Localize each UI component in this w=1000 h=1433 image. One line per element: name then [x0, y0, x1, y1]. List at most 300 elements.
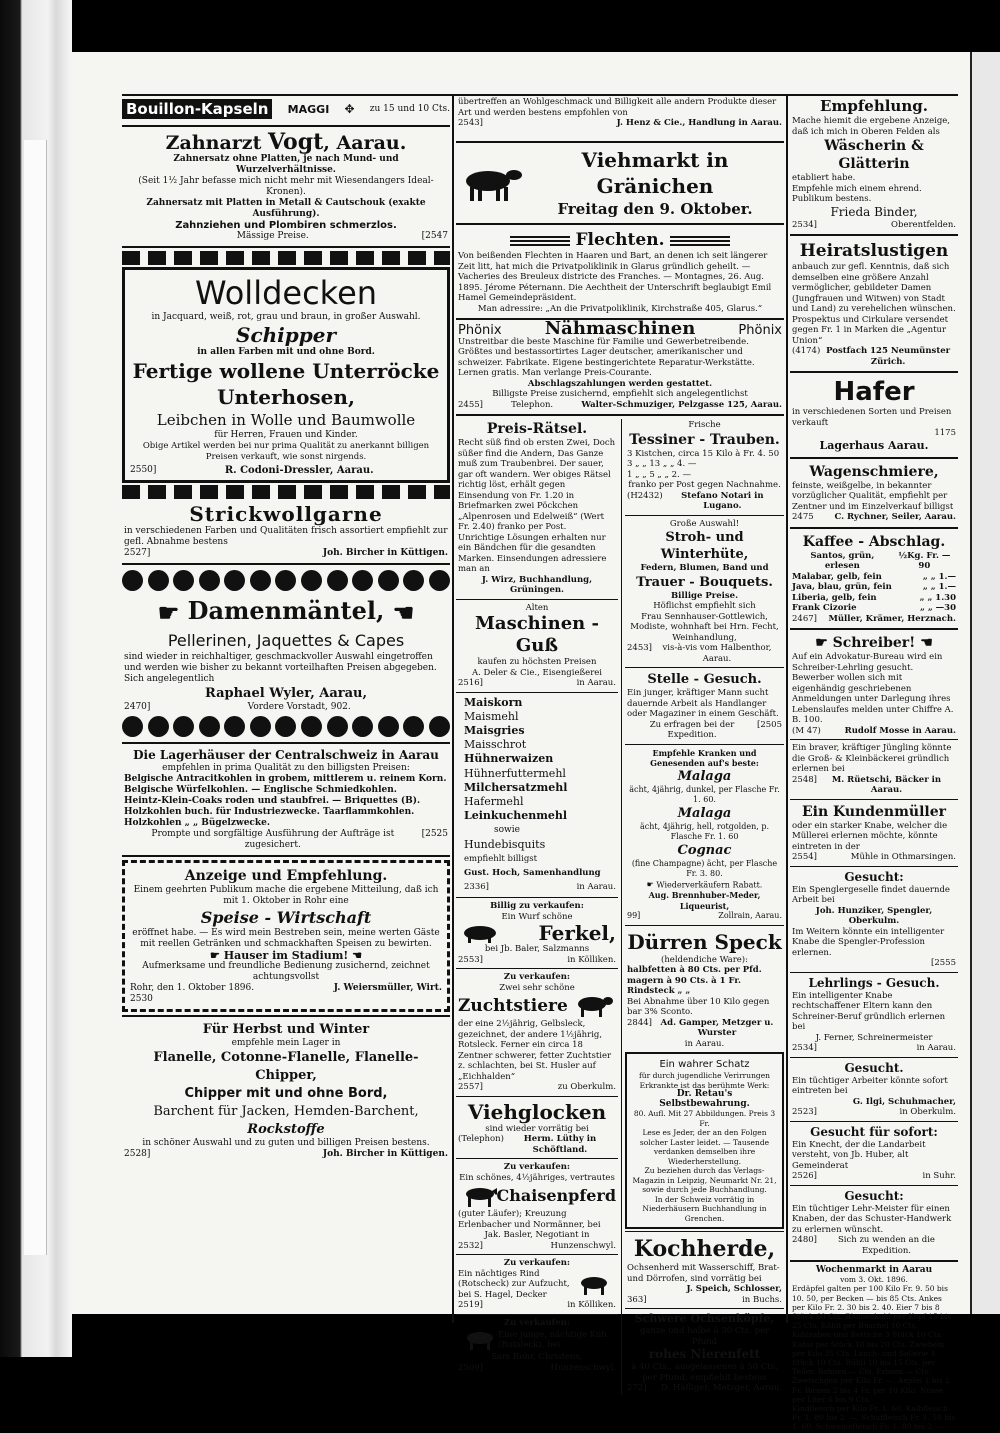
guss-title: Maschinen - Guß [475, 613, 599, 656]
malaga-pre: Empfehle Kranken und Genesenden auf's beste: [650, 747, 759, 768]
column-2-split [456, 419, 784, 1395]
mais-item: Hundebisquits [464, 837, 546, 851]
ad-rind [456, 1257, 618, 1312]
guss-line-2: A. Deler & Cie., Eisengießerei [471, 667, 603, 678]
zucht-pre: Zu verkaufen: [503, 972, 571, 983]
kaffee-firm: Müller, Krämer, Herznach. [828, 613, 956, 624]
lager-line-6: Holzkohlen „ „ Bügelzwecke. [124, 817, 271, 828]
ferkel-line-2: in Kölliken. [567, 954, 616, 965]
gesucht1-text-2: Im Weitern könnte ein intelligenter Knabe die Spengler-Profession erlernen. [792, 926, 945, 958]
schatz-line-1: für durch jugendliche Verirrungen Erkrankte ist das berühmte Werk: [639, 1071, 770, 1090]
mais-item: Maiskorn [464, 695, 523, 709]
ad-lehrlings-gesuch [790, 975, 958, 1055]
strick-title: Strickwollgarne [189, 502, 383, 526]
ad-viehglocken [456, 1099, 618, 1157]
rind-pre: Zu verkaufen: [503, 1258, 571, 1269]
ochsen-title-2: rohes Nierenfett [648, 1347, 761, 1362]
ad-mais [456, 695, 618, 896]
lager-line-1: empfehlen in prima Qualität zu den billigsten Preisen: [162, 762, 410, 773]
glocken-firm: Herm. Lüthy in Schöftland. [523, 1134, 597, 1155]
ad-kuh [456, 1317, 618, 1375]
schreiber-num: (M 47) [792, 725, 821, 736]
ferkel-num: 2553] [458, 954, 483, 965]
phoenix-tel: Telephon. [511, 399, 554, 410]
stroh-line-2: Trauer - Bouquets. [636, 574, 773, 590]
kaffee-row-name: Frank Cizorie [792, 603, 857, 613]
tessiner-pre: Frische [688, 420, 721, 430]
horse-icon [458, 1183, 497, 1209]
chaise-line-3: Hunzenschwyl. [550, 1240, 616, 1251]
chaise-title: Chaisenpferd [496, 1186, 616, 1206]
zucht-line-1: Zwei sehr schöne [499, 982, 575, 993]
cow-icon [456, 163, 526, 203]
chaise-pre: Zu verkaufen: [503, 1162, 571, 1173]
pointing-hand-icon: ☚ [352, 949, 362, 962]
zucht-text: der eine 2½jährig, Gelbsleck, gezeichnet, der andere 1½jährig, Rotsleck. Ferner ein circa 18 Zentner schwerer, fetter Zuchtstier z. schlachten, bei St. Husler auf „Eichhalden“ [458, 1019, 612, 1082]
herbst-num: 2528] [124, 1149, 151, 1159]
pointing-hand-icon: ☛ [210, 949, 220, 962]
gesucht2-firm: G. Ilgi, Schuhmacher, [852, 1096, 956, 1107]
column-2-left [456, 419, 622, 1395]
gesucht3-num: 2480] [792, 1235, 817, 1245]
speck-line-3: in Aarau. [684, 1038, 725, 1049]
vogt-line-5: Mässige Preise. [236, 231, 309, 241]
malaga-title-2: Malaga [677, 805, 732, 821]
stroh-line-4: Höflichst empfiehlt sich [653, 601, 756, 611]
ad-kaffee-abschlag [790, 532, 958, 626]
mais-line-1: empfiehlt billigst [464, 853, 538, 864]
phoenix-firm: Walter-Schmuziger, Pelzgasse 125, Aarau. [581, 399, 782, 410]
column-1 [122, 96, 450, 1327]
chaise-line-1: Ein schönes, 4½jähriges, vertrautes [459, 1172, 615, 1183]
koch-title: Kochherde, [633, 1236, 776, 1263]
ad-knecht [790, 1124, 958, 1183]
ad-herbst-winter [122, 1020, 450, 1161]
ad-lehrmeister [790, 1188, 958, 1258]
bouillon-price: zu 15 und 10 Cts. [369, 104, 450, 114]
zucht-line-2: zu Oberkulm. [557, 1082, 616, 1093]
flechten-title: Flechten. [575, 230, 665, 250]
scan-left-edge [0, 0, 72, 1357]
pointing-hand-icon: ☛ [157, 597, 180, 627]
mais-item: Maisgries [464, 723, 525, 737]
stelle-num: [2505 [757, 719, 782, 730]
heirat-line-2: Postfach 125 Neumünster Zürich. [826, 346, 951, 367]
bouillon-text: übertreffen an Wohlgeschmack und Billigkeit alle andern Produkte dieser Art und werden bestens empfohlen von [458, 97, 777, 118]
maggi-brand: MAGGI [287, 102, 330, 116]
ad-wahrer-schatz [625, 1052, 784, 1229]
kaffee-row-price: „ „ —30 [919, 603, 956, 613]
hafer-num: 1175 [934, 428, 956, 438]
wochenmarkt [790, 1265, 958, 1433]
stroh-line-5: Frau Sennhauser-Gottlewich, Modiste, wohnhaft bei Hrn. Fecht, Weinhandlung, [630, 611, 779, 643]
stroh-num: 2453] [627, 643, 652, 653]
mais-item: Hühnerfuttermehl [464, 766, 566, 780]
bull-icon [572, 993, 616, 1019]
gesucht3-title: Gesucht: [844, 1188, 904, 1203]
ornament-border [122, 485, 450, 499]
phoenix-num: 2455] [458, 399, 483, 410]
gesucht2-num: 2523] [792, 1107, 817, 1117]
woll-line-1: in Jacquard, weiß, rot, grau und braun, in großer Auswahl. [151, 312, 421, 322]
mais-line-2: in Aarau. [576, 882, 616, 893]
schatz-title: Ein wahrer Schatz [659, 1059, 750, 1071]
tessiner-row-3: 1 „ „ 5 „ „ 2. — [627, 469, 691, 480]
wagen-line-1: feinste, weißgelbe, in bekannter vorzüglicher Qualität, empfiehlt per Zentner und im Einzelverkauf billigst [792, 480, 954, 512]
glocken-tel: (Telephon) [458, 1134, 504, 1145]
chaise-line-2: (guter Läufer); Kreuzung Erlenbacher und Normänner, bei [458, 1209, 601, 1230]
vieh-title: Viehmarkt in Gränichen [581, 148, 729, 198]
flechten-addr: Man adressire: „An die Privatpoliklinik, Kirchstraße 405, Glarus.“ [477, 303, 763, 314]
anzeige-title: Anzeige und Empfehlung. [184, 867, 388, 884]
ad-preis-raetsel [456, 419, 618, 597]
damen-title: Damenmäntel, [187, 596, 385, 625]
bursche-firm: M. Rüetschi, Bäcker in Aarau. [831, 774, 942, 795]
damen-num: 2470] [124, 701, 151, 712]
stelle-line-2: Zu erfragen bei der Expedition. [649, 719, 735, 740]
ad-baecker [790, 742, 958, 797]
heirat-num: (4174) [792, 346, 821, 356]
ad-empfehlung [790, 96, 958, 231]
hafer-firm: Lagerhaus Aarau. [819, 438, 929, 452]
ferkel-pre: Billig zu verkaufen: [490, 901, 584, 912]
kaffee-row-name: Santos, grün, erlesen [810, 550, 875, 571]
phoenix-line-2: Abschlagszahlungen werden gestattet. [527, 378, 713, 389]
markt-date: vom 3. Okt. 1896. [840, 1275, 908, 1285]
empf-num: 2534] [792, 219, 817, 230]
ornament-icon [510, 236, 570, 246]
gesucht1-firm: Joh. Hunziker, Spengler, Oberkulm. [815, 905, 933, 926]
koch-line-2: in Buchs. [742, 1294, 782, 1305]
sofort-text: Ein Knecht, der die Landarbeit versteht, von Jb. Huber, alt Gemeinderat [792, 1139, 926, 1171]
ad-stroh-winterhuete [625, 518, 784, 666]
markt-title: Wochenmarkt in Aarau [815, 1265, 933, 1275]
woll-line-6: für Herren, Frauen und Kinder. [214, 430, 358, 440]
anzeige-num: 2530 [130, 994, 153, 1004]
ad-spengler [790, 869, 958, 970]
cow-icon [458, 1328, 498, 1352]
empf-line-3: Empfehle mich einem ehrend. Publikum bestens. [792, 183, 922, 204]
anzeige-line-4: Aufmerksame und freundliche Bedienung zusichernd, zeichnet achtungsvollst [142, 961, 430, 982]
markt-text-2: Kindfleisch per Kilo Fr. 1. 60, Kalbfleisch Fr. 1. 80 bis 2. —, Schaffleisch Fr. 1. 50 bis 1. 60, Schweinefleisch Fr. 1. 80 bis 2. —. [792, 1404, 956, 1432]
stroh-line-3: Billige Preise. [670, 590, 739, 601]
woll-firm: R. Codoni-Dressler, Aarau. [224, 465, 374, 476]
ad-schreiber [790, 633, 958, 737]
lehr-text: Ein intelligenter Knabe rechtschaffener Eltern kann den Schreiner-Beruf gründlich erlernen bei [792, 990, 946, 1032]
mais-item: sowie [494, 825, 520, 836]
page-fold [24, 140, 47, 1255]
speck-row-3: Rindsteck „ „ [627, 986, 691, 997]
column-2-right [622, 419, 784, 1395]
malaga-line-2: ächt, 4jährig, hell, rotgolden, p. Flasche Fr. 1. 60 [640, 821, 769, 841]
woll-line-2: in allen Farben mit und ohne Bord. [197, 347, 375, 357]
ad-kundenmueller [790, 802, 958, 864]
woll-line-5: Leibchen in Wolle und Baumwolle [156, 411, 416, 429]
heirat-title: Heiratslustigen [799, 241, 949, 261]
anzeige-title-2: Speise - Wirtschaft [200, 907, 372, 927]
ad-viehmarkt [456, 146, 784, 220]
phoenix-text: Unstreitbar die beste Maschine für Familie und Gewerbetreibende. Größtes und bestassortirtes Lager deutscher, amerikanischer und schweizer. Fabrikate. Eigene bestingerichtete Reparatur-Werkstätte. Lernen gratis. Man verlange Preis-Courante. [458, 336, 755, 378]
anzeige-line-2: eröffnet habe. — Es wird mein Bestreben sein, meine werten Gäste mit reellen Getränken und schmackhaften Speisen zu bewirten. [132, 927, 440, 949]
strick-num: 2527] [124, 548, 151, 558]
lehr-firm: J. Ferner, Schreinermeister [815, 1032, 933, 1043]
malaga-line-1: ächt, 4jährig, dunkel, per Flasche Fr. 1. 60. [629, 784, 780, 804]
schreiber-title: Schreiber! [832, 635, 916, 651]
malaga-line-4: Wiederverkäufern Rabatt. [656, 879, 763, 889]
column-rule [452, 95, 454, 1323]
zucht-num: 2557] [458, 1082, 483, 1093]
ad-arbeiter [790, 1060, 958, 1119]
markt-text: Erdäpfel galten per 100 Kilo Fr. 9. 50 bis 10. 50, per Becken — bis 85 Cts. Ankes per Kilo Fr. 2. 30 bis 2. 40. Eier 7 bis 8 Stück 60 Cts. Blumenkohl per Kopf 15 bis 25 Cts. Köhli per Büschel 10 Cts. Kohlraben und Rettiche 3 Stück 10 Cts. Kabis per Stück 10 bis 20 Cts. Zwiebeln per Kilo 35 Cts. Lauch- und Sellerie 3 Stück 10 Cts. Rübli 10 bis 15 Cts. per Teller. Bohnen — Cts. Erbsen — Cts. Zwetschgen per Kilo Fr. —. Aepfel 1 bis 2 Fr. Birnen 2 bis 4 Fr. per 10 Kilo. Nüsse per Liter 6 bis 9 Cts. [792, 1284, 952, 1404]
ferkel-line-1: Ein Wurf schöne [501, 911, 573, 922]
flechten-text: Von beißenden Flechten in Haaren und Bart, an denen ich seit längerer Zeit litt, hat mich die Privatpoliklinik in Glarus gründlich geheilt. — Vacheries des Breuleux districte des Franches. — Montagnes, 26. Aug. 1895. Jérome Péternann. Die Aechtheit der Unterschrift beglaubigt Emil Hamel Gemeindepräsident. [458, 251, 772, 303]
bouillon-firm: J. Henz & Cie., Handlung in Aarau. [616, 118, 782, 128]
raetsel-text: Recht süß find ob ersten Zwei, Doch süßer find die Andern, Das Ganze muß zum Traubenbrei. Der sauer, gar oft wandern. Wer obiges Rätsel richtig löst, erhält gegen Einsendung von Fr. 1.20 in Briefmarken zwei Pöckchen „Alpenrosen und Edelweiß“ (Wert Fr. 2.40) franko per Post. [458, 438, 616, 532]
scan-right-edge [970, 52, 1000, 1314]
malaga-line-3: (fine Champagne) ächt, per Flasche Fr. 3. 80. [631, 858, 778, 878]
glocken-line-1: sind wieder vorrätig bei [485, 1123, 589, 1134]
kuh-num: 2509] [458, 1362, 483, 1373]
vogt-line-2: (Seit 1½ Jahr befasse mich nicht mehr mit Wiesendangers Ideal-Kronen). [138, 176, 434, 197]
lager-line-7: Prompte und sorgfältige Ausführung der Aufträge ist zugesichert. [151, 828, 395, 850]
chaise-num: 2532] [458, 1240, 483, 1251]
lager-line-3: Belgische Würfelkohlen. — Englische Schmiedkohlen. [124, 784, 397, 795]
malaga-title-1: Malaga [677, 768, 732, 784]
bursche-text: Ein braver, kräftiger Jüngling könnte die Groß- & Kleinbäckerei gründlich erlernen bei [792, 743, 952, 774]
ad-heiratslustigen [790, 239, 958, 368]
ad-ochsenkoepfe [625, 1311, 784, 1395]
lager-title: Die Lagerhäuser der Centralschweiz in Aarau [133, 747, 439, 762]
wagen-firm: C. Rychner, Seiler, Aarau. [834, 512, 956, 522]
stelle-title: Stelle - Gesuch. [647, 672, 762, 687]
malaga-num: 99] [627, 911, 641, 921]
rind-line-2: in Kölliken. [567, 1300, 616, 1311]
stelle-text: Ein junger, kräftiger Mann sucht dauernde Arbeit als Handlanger oder Magaziner in einem Geschäft. [627, 688, 779, 719]
koch-firm: J. Speich, Schlosser, [686, 1284, 782, 1295]
schreiber-firm: Rudolf Mosse in Aarau. [844, 725, 956, 736]
gesucht3-text: Ein tüchtiger Lehr-Meister für einen Knaben, der das Schuster-Handwerk zu erlernen wünscht. [792, 1203, 952, 1235]
ad-zuchtstiere [456, 971, 618, 1094]
empf-line-2: etabliert habe. [792, 173, 856, 183]
hafer-title: Hafer [833, 377, 915, 407]
phoenix-b: Phönix [738, 323, 782, 338]
ochsen-line-2: à 40 Cts., ausgelassenes à 50 Cts. per Pfund, empfiehlt bestens [631, 1362, 778, 1383]
gesucht1-title: Gesucht: [844, 869, 904, 884]
dot-border [122, 714, 450, 739]
ochsen-num: 272] [627, 1383, 647, 1394]
herbst-line-3: Chipper mit und ohne Bord, [184, 1086, 388, 1101]
ad-phoenix [456, 318, 784, 411]
pig-icon [458, 922, 502, 944]
ad-kochherde [625, 1234, 784, 1306]
mais-item: Leinkuchenmehl [464, 809, 568, 823]
damen-firm: Raphael Wyler, Aarau, [204, 685, 368, 701]
mais-num: 2336] [464, 882, 489, 893]
chaise-firm: Jak. Basler, Negotiant in [484, 1230, 590, 1241]
ochsen-firm: D. Häfliger, Metzger, Aarau. [661, 1383, 782, 1394]
ad-maschinen-guss [456, 602, 618, 690]
vieh-date: Freitag den 9. Oktober. [557, 200, 753, 218]
koch-line-1: Ochsenherd mit Wasserschiff, Brat- und Dörrofen, sind vorrätig bei [627, 1263, 780, 1284]
damen-line-1: sind wieder in reichhaltiger, geschmackvoller Auswahl eingetroffen und werden wie bisher zu bekannt vorteilhaften Preisen abgegeben. Sich angelegentlich [124, 651, 437, 684]
woll-title: Wolldecken [194, 274, 378, 312]
pointing-hand-icon: ☚ [392, 597, 415, 627]
tessiner-firm: Stefano Notari in Lugano. [681, 490, 764, 511]
rind-line-1: Ein nächtiges Rind (Rotscheck) zur Aufzucht, bei S. Hagel, Decker [458, 1268, 570, 1300]
woll-num: 2550] [130, 465, 157, 475]
ad-zahnarzt-vogt [122, 130, 450, 243]
lager-line-2: Belgische Antracitkohlen in grobem, mittlerem u. reinem Korn. [124, 773, 447, 784]
kaffee-row-name: Java, blau, grün, fein [792, 582, 892, 592]
kuh-firm: Sam Rohr, Christens, [491, 1352, 583, 1363]
woll-line-4: Unterhosen, [217, 385, 355, 409]
damen-sub: Pellerinen, Jaquettes & Capes [167, 630, 405, 650]
gesucht2-text: Ein tüchtiger Arbeiter könnte sofort eintreten bei [792, 1075, 948, 1096]
speck-firm: Ad. Gamper, Metzger u. Wurster [660, 1017, 774, 1039]
lager-num: [2525 [421, 828, 448, 839]
empf-line-4: Oberentfelden. [891, 219, 956, 230]
lager-line-4: Heintz-Klein-Coaks roden und staubfrei. — Briquettes (B). [124, 795, 421, 806]
tessiner-row-1: 3 Kistchen, circa 15 Kilo à Fr. 4. 50 [627, 448, 780, 459]
mais-firm: Gust. Hoch, Samenhandlung [464, 867, 601, 878]
guss-line-1: kaufen zu höchsten Preisen [477, 657, 597, 667]
ferkel-firm: bei Jb. Baler, Salzmanns [484, 944, 590, 955]
schatz-line-4: Zu beziehen durch das Verlags-Magazin in Leipzig, Neumarkt Nr. 21, sowie durch jede Buchhandlung. [632, 1166, 777, 1195]
mais-item: Milchersatzmehl [464, 780, 568, 794]
ad-lagerhaeuser [122, 747, 450, 852]
ad-bouillon-text [456, 96, 784, 138]
gesucht1-text: Ein Spenglergeselle findet dauernde Arbeit bei [792, 884, 950, 905]
phoenix-line-3: Billigste Preise zusichernd, empfiehlt sich angelegentlichst [492, 389, 748, 399]
glocken-title: Viehglocken [467, 1099, 607, 1124]
ad-tessiner-trauben [625, 419, 784, 513]
lehr-title: Lehrlings - Gesuch. [808, 975, 940, 990]
ad-anzeige-empfehlung [122, 860, 450, 1013]
guss-pre: Alten [525, 602, 549, 613]
schreiber-text: Auf ein Advokatur-Bureau wird ein Schreiber-Lehrling gesucht. Bewerber wollen sich mit eigenhändig geschriebenen Anmeldungen unter Darlegung ihres Lebenslaufes melden unter Chiffre A. B. 100. [792, 652, 954, 725]
vogt-line-4: Zahnziehen und Plombiren schmerzlos. [175, 220, 397, 231]
ad-stelle-gesuch [625, 670, 784, 742]
hafer-line-1: in verschiedenen Sorten und Preisen verkauft [792, 407, 952, 428]
anzeige-line-3: Hauser im Stadium! [223, 948, 349, 962]
woll-line-3: Fertige wollene Unterröcke [132, 359, 440, 383]
heirat-text: anbauch zur gefl. Kenntnis, daß sich demselben eine größere Anzahl vermöglicher, gebildeter Damen (Jungfrauen und Witwen) von Stadt und Land) zu verehelichen wünschen. Prospektus und Cirkulare versendet gegen Fr. 1 in Marken die „Agentur Union“ [792, 262, 956, 346]
mais-item: Maisschrot [464, 738, 527, 752]
schatz-line-3: Lese es Jeder, der an den Folgen solcher Laster leidet. — Tausende verdanken demselben ihre Wiederherstellung. [639, 1128, 770, 1166]
empf-firm: Frieda Binder, [830, 204, 918, 219]
gesucht2-line-2: in Oberkulm. [899, 1107, 956, 1117]
ad-wolldecken [122, 267, 450, 483]
ad-ferkel [456, 900, 618, 966]
vogt-title-a: Zahnarzt [165, 132, 262, 154]
speck-row-2: magern à 90 Cts. à 1 Fr. [627, 975, 742, 986]
kaffee-num: 2467] [792, 613, 817, 624]
ad-wagenschmiere [790, 462, 958, 524]
bouillon-num: 2543] [458, 118, 483, 128]
wagen-num: 2475 [792, 512, 814, 522]
schatz-line-2: 80. Aufl. Mit 27 Abbildungen. Preis 3 Fr. [633, 1109, 776, 1128]
ad-chaisenpferd [456, 1161, 618, 1252]
malaga-line-5: Zollrain, Aarau. [718, 911, 782, 921]
speck-line-1: (heldendiche Ware): [661, 954, 748, 965]
speck-title: Dürren Speck [627, 929, 782, 954]
herbst-title: Für Herbst und Winter [202, 1022, 370, 1037]
mais-item: Hühnerwaizen [464, 752, 554, 766]
schatz-title-2: Dr. Retau's Selbstbewahrung. [659, 1089, 750, 1109]
anzeige-line-5: Rohr, den 1. Oktober 1896. [130, 983, 255, 993]
schatz-line-5: In der Schweiz vorrätig in Niederhäusern Buchhandlung in Grenchen. [642, 1194, 767, 1223]
kaffee-row-price: ½Kg. Fr. —90 [898, 550, 951, 571]
raetsel-firm: J. Wirz, Buchhandlung, Grüningen. [481, 574, 593, 595]
anzeige-firm: J. Weiersmüller, Wirt. [333, 983, 442, 993]
kuh-line-2: Hunzenschwyl. [550, 1362, 616, 1373]
kunden-line-2: Mühle in Othmarsingen. [850, 852, 956, 862]
herbst-line-6: in schöner Auswahl und zu guten und billigen Preisen bestens. [142, 1138, 430, 1148]
empf-title-2: Wäscherin & Glätterin [824, 138, 924, 172]
wagen-title: Wagenschmiere, [809, 463, 939, 480]
guss-line-3: in Aarau. [576, 678, 616, 688]
woll-schipper: Schipper [236, 323, 336, 347]
pointing-hand-icon: ☛ [646, 879, 654, 889]
tessiner-num: (H2432) [627, 490, 663, 501]
ad-damenmaentel [122, 593, 450, 714]
kunden-text: oder ein starker Knabe, welcher die Müllerei erlernen möchte, könnte eintreten in der [792, 820, 948, 852]
herbst-line-4: Barchent für Jacken, Hemden-Barchent, [153, 1104, 419, 1119]
kunden-title: Ein Kundenmüller [801, 803, 947, 820]
vogt-title-b: Vogt [268, 129, 324, 155]
vogt-line-1: Zahnersatz ohne Platten, je nach Mund- und Wurzelverhältnisse. [173, 154, 399, 175]
kaffee-row-name: Malabar, gelb, fein [792, 571, 882, 582]
mais-item: Hafermehl [464, 794, 524, 808]
gesucht1-num: [2555 [931, 958, 956, 968]
kuh-line-1: Eine junge, nächtige Kuh (Rotsleck), bei [498, 1329, 607, 1351]
gesucht2-title: Gesucht. [844, 1060, 904, 1075]
lehr-line-2: in Aarau. [916, 1043, 956, 1053]
cow-icon [576, 1273, 616, 1297]
speck-row-1: halbfetten à 80 Cts. per Pfd. [627, 965, 762, 976]
rind-num: 2519] [458, 1300, 483, 1311]
sofort-line-2: in Suhr. [922, 1171, 956, 1181]
raetsel-title: Preis-Rätsel. [486, 421, 588, 437]
kaffee-row-name: Liberia, gelb, fein [792, 592, 877, 603]
ad-hafer [790, 376, 958, 454]
strick-line-1: in verschiedenen Farben und Qualitäten frisch assortiert empfiehlt zur gefl. Abnahme bestens [124, 526, 448, 547]
ad-bouillon [122, 96, 450, 122]
empf-title: Empfehlung. [820, 97, 928, 115]
mais-item: Maismehl [464, 709, 519, 723]
stroh-line-1: Federn, Blumen, Band und [640, 563, 769, 573]
herbst-line-2: Flanelle, Cotonne-Flanelle, Flanelle-Chipper, [153, 1050, 419, 1083]
anzeige-line-1: Einem geehrten Publikum mache die ergebene Mitteilung, daß ich mit 1. Oktober in Rohr eine [133, 884, 439, 906]
tessiner-row-2: 3 „ „ 13 „ „ 4. — [627, 459, 697, 469]
speck-line-2: Bei Abnahme über 10 Kilo gegen bar 3% Sconto. [627, 996, 770, 1018]
column-3 [790, 96, 958, 1432]
dot-border [122, 568, 450, 593]
kuh-pre: Zu verkaufen: [503, 1317, 571, 1328]
gesucht3-line-2: Sich zu wenden an die Expedition. [837, 1235, 935, 1256]
tessiner-line-4: franko per Post gegen Nachnahme. [628, 480, 781, 490]
herbst-line-5: Rockstoffe [247, 1122, 325, 1137]
bouillon-label: Bouillon-Kapseln [122, 99, 272, 119]
vogt-line-3: Zahnersatz mit Platten in Metall & Cautschouk (exakte Ausführung). [146, 198, 426, 219]
phoenix-title: Nähmaschinen [544, 318, 696, 339]
kaffee-row-price: „ „ 1.— [922, 571, 956, 582]
ad-strickwollgarne [122, 501, 450, 560]
ornament-border [122, 251, 450, 265]
ferkel-title: Ferkel, [538, 921, 616, 946]
pointing-hand-icon: ☚ [920, 635, 933, 651]
herbst-line-1: empfehle mein Lager in [231, 1038, 341, 1048]
